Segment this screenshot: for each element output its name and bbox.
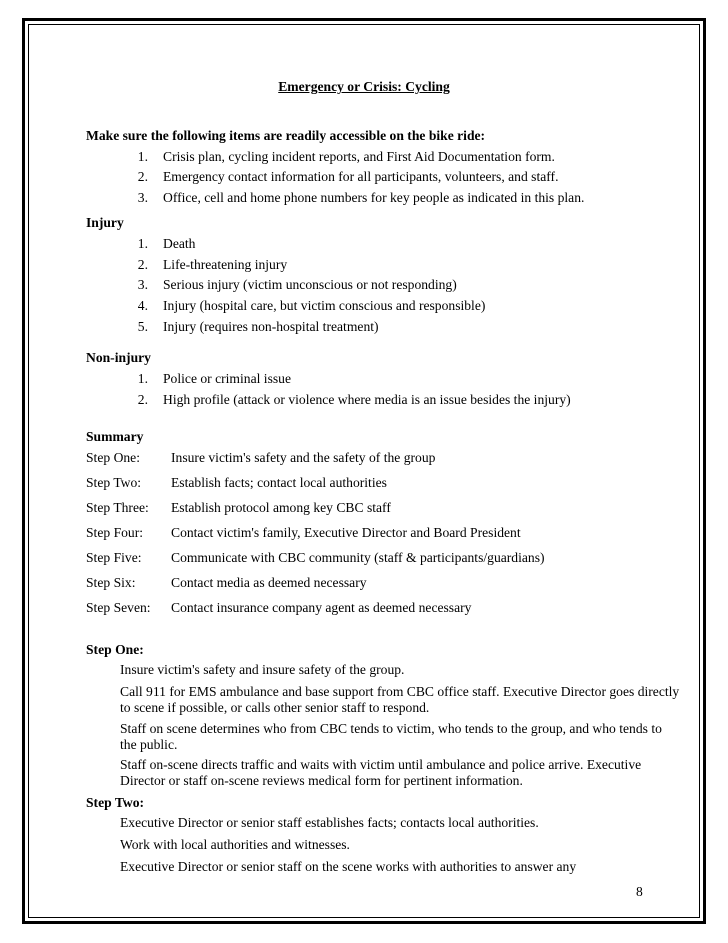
intro-heading: Make sure the following items are readily accessible on the bike ride: [86, 128, 486, 143]
summary-step-label: Step Three: [86, 500, 149, 515]
intro-item-text: Emergency contact information for all participants, volunteers, and staff. [163, 169, 559, 184]
step-two-paragraph: Work with local authorities and witnesses. [120, 837, 350, 852]
summary-step-label: Step Six: [86, 575, 136, 590]
summary-step-text: Contact victim's family, Executive Director and Board President [171, 525, 521, 540]
intro-item-number: 1. [137, 149, 148, 164]
non-injury-item-text: High profile (attack or violence where media is an issue besides the injury) [163, 392, 571, 407]
injury-item-text: Serious injury (victim unconscious or not responding) [163, 277, 457, 292]
step-two-heading: Step Two: [86, 795, 145, 810]
summary-step-text: Communicate with CBC community (staff & participants/guardians) [171, 550, 545, 565]
summary-step-text: Contact media as deemed necessary [171, 575, 367, 590]
injury-item-number: 5. [137, 319, 148, 334]
injury-item-text: Death [163, 236, 196, 251]
summary-step-text: Insure victim's safety and the safety of the group [171, 450, 436, 465]
summary-step-text: Establish facts; contact local authorities [171, 475, 387, 490]
step-two-paragraph: Executive Director or senior staff on the scene works with authorities to answer any [120, 859, 577, 874]
step-one-paragraph: Staff on-scene directs traffic and waits with victim until ambulance and police arrive. Executive Director or staff on-scene reviews medical form for pertinent information. [120, 757, 642, 788]
intro-item-number: 3. [137, 190, 148, 205]
non-injury-item-number: 1. [137, 371, 148, 386]
injury-item-number: 1. [137, 236, 148, 251]
non-injury-heading: Non-injury [86, 350, 151, 365]
step-one-heading: Step One: [86, 642, 144, 657]
injury-item-text: Life-threatening injury [163, 257, 288, 272]
injury-item-number: 2. [137, 257, 148, 272]
summary-step-text: Establish protocol among key CBC staff [171, 500, 391, 515]
step-one-paragraph: Insure victim's safety and insure safety of the group. [120, 662, 405, 677]
injury-item-number: 3. [137, 277, 148, 292]
step-one-paragraph: Call 911 for EMS ambulance and base support from CBC office staff. Executive Director goes directly to scene if possible, or calls other senior staff to respond. [120, 684, 680, 715]
non-injury-item-number: 2. [137, 392, 148, 407]
intro-item-text: Crisis plan, cycling incident reports, and First Aid Documentation form. [163, 149, 555, 164]
summary-step-label: Step One: [86, 450, 140, 465]
summary-step-label: Step Five: [86, 550, 142, 565]
injury-item-text: Injury (hospital care, but victim conscious and responsible) [163, 298, 486, 313]
injury-item-text: Injury (requires non-hospital treatment) [163, 319, 379, 334]
summary-step-text: Contact insurance company agent as deemed necessary [171, 600, 472, 615]
document-title: Emergency or Crisis: Cycling [278, 79, 450, 94]
summary-step-label: Step Four: [86, 525, 144, 540]
summary-heading: Summary [86, 429, 144, 444]
injury-heading: Injury [86, 215, 124, 230]
page-number: 8 [636, 884, 643, 899]
step-two-paragraph: Executive Director or senior staff establishes facts; contacts local authorities. [120, 815, 539, 830]
injury-item-number: 4. [137, 298, 148, 313]
summary-step-label: Step Seven: [86, 600, 151, 615]
non-injury-item-text: Police or criminal issue [163, 371, 291, 386]
step-one-paragraph: Staff on scene determines who from CBC tends to victim, who tends to the group, and who tends to the public. [120, 721, 662, 752]
intro-item-number: 2. [137, 169, 148, 184]
intro-item-text: Office, cell and home phone numbers for key people as indicated in this plan. [163, 190, 585, 205]
summary-step-label: Step Two: [86, 475, 142, 490]
